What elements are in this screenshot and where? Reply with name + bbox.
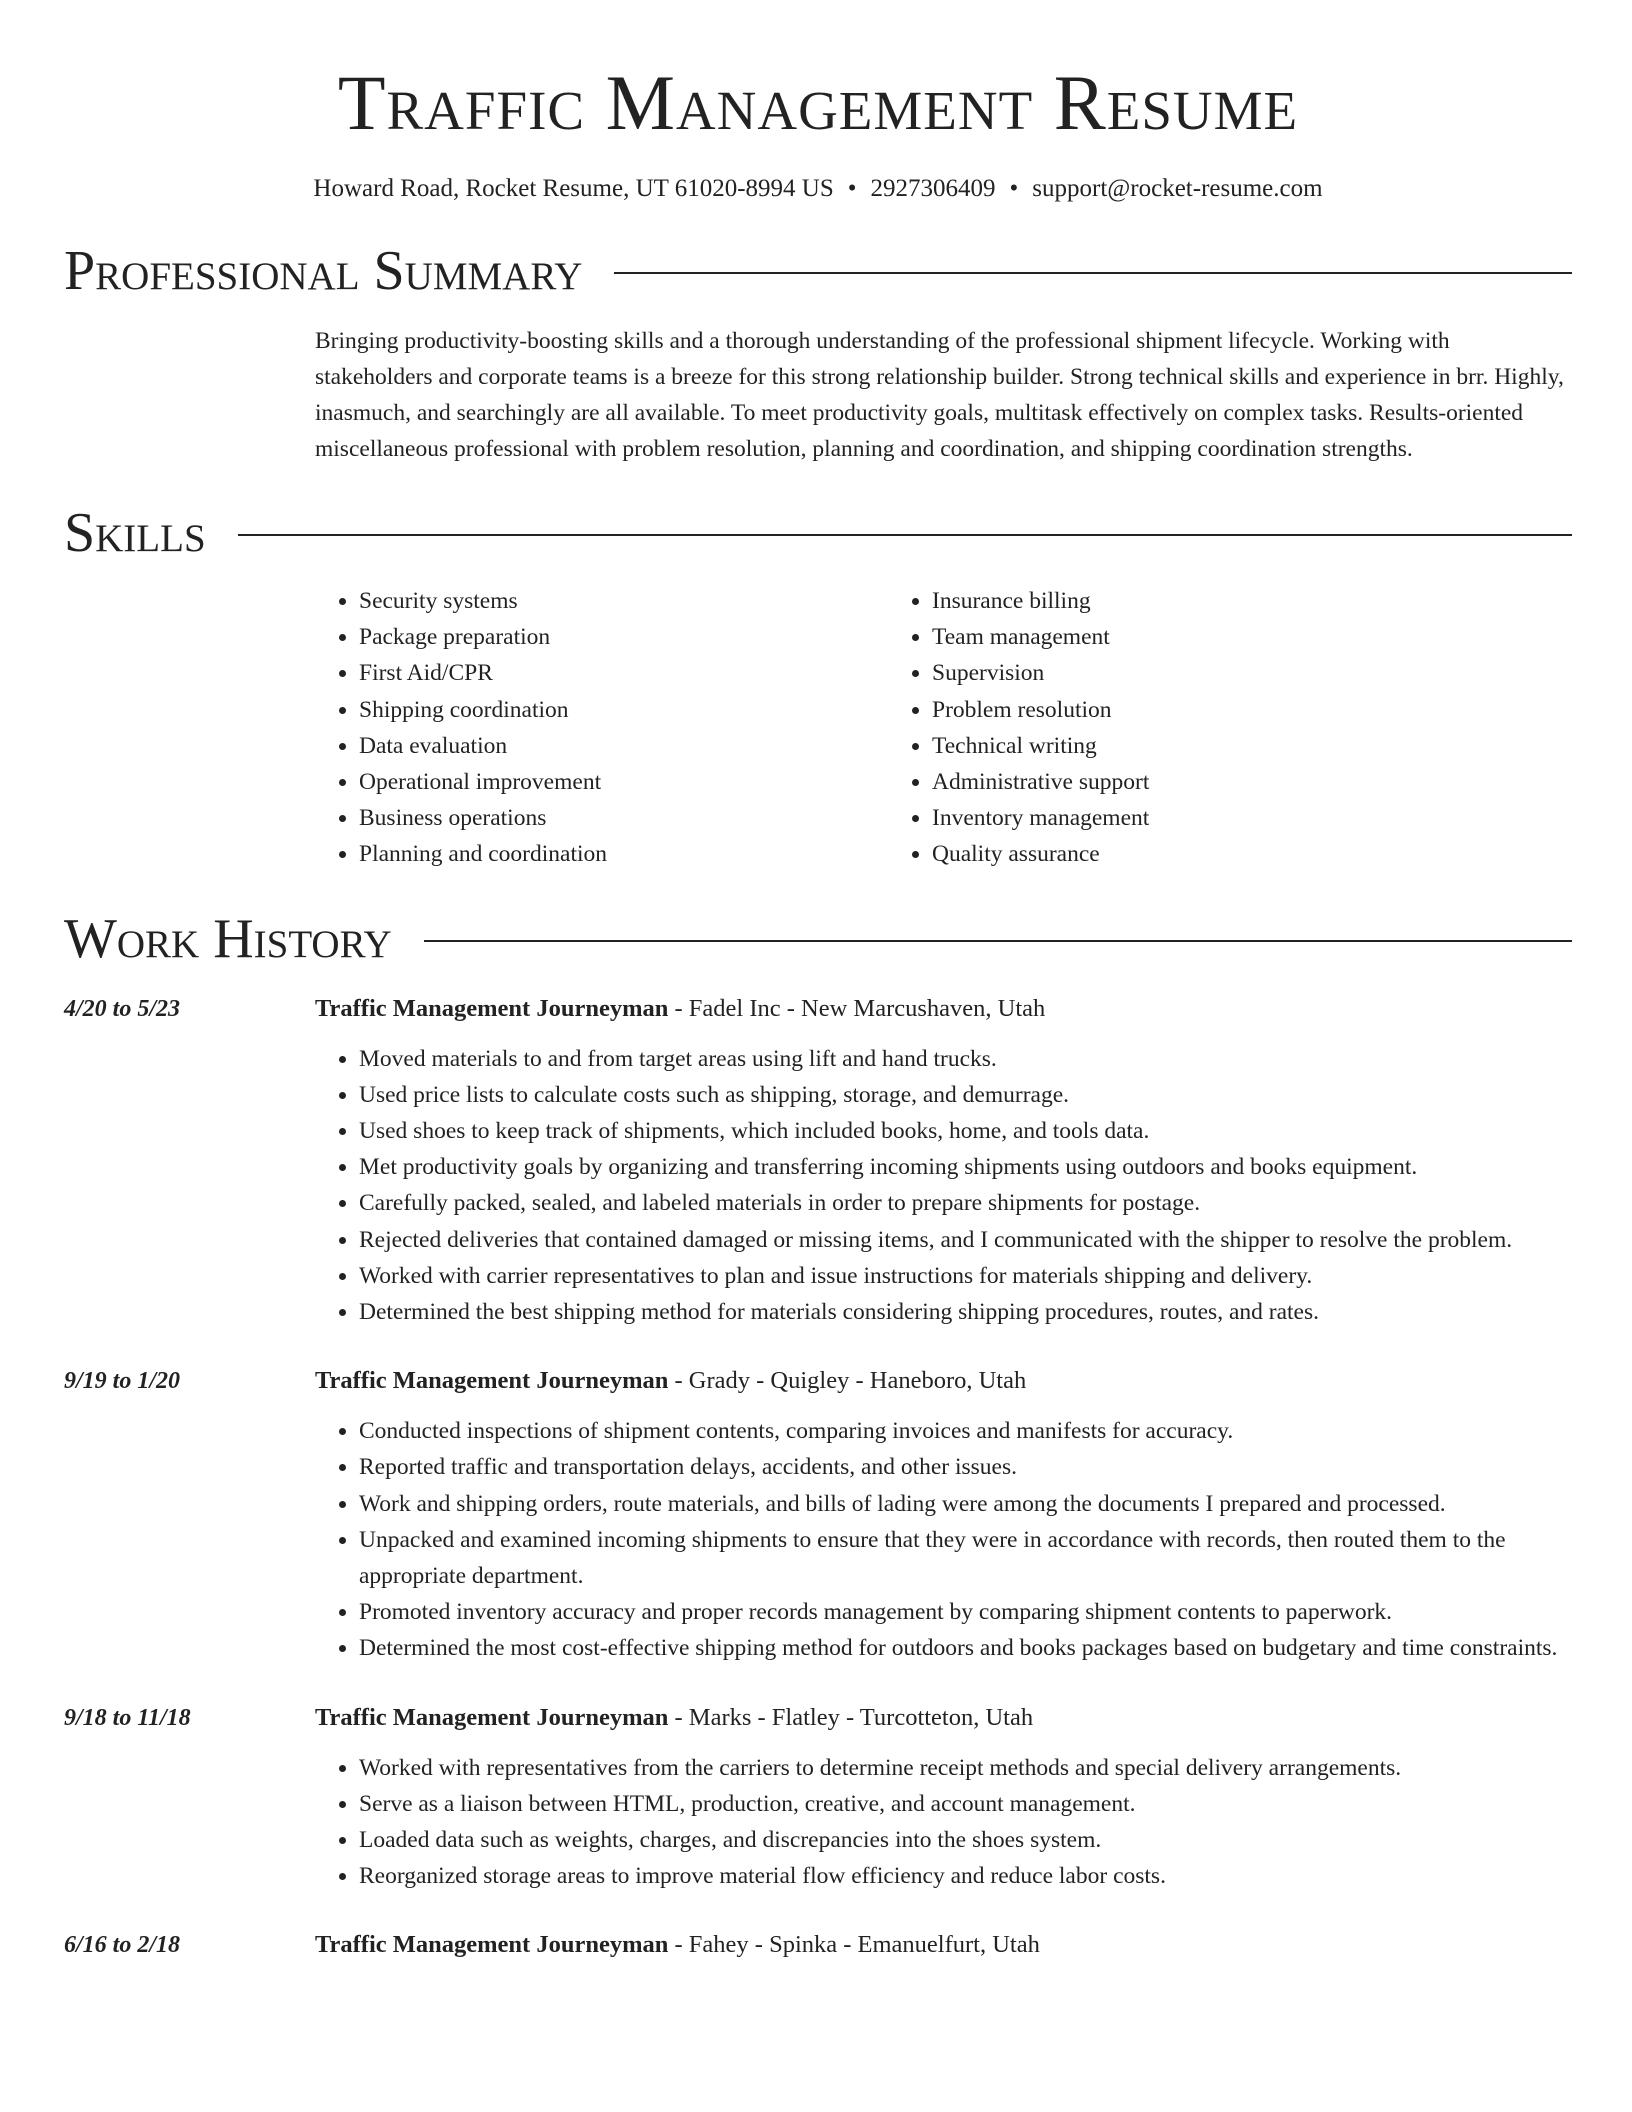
job-dates: 9/18 to 11/18 (64, 1704, 191, 1731)
address: Howard Road, Rocket Resume, UT 61020-8994 US (313, 175, 834, 202)
job-entry (64, 1927, 1572, 1963)
work-history-list (64, 991, 1572, 1964)
job-title: Traffic Management Journeyman (315, 1931, 669, 1959)
job-title: Traffic Management Journeyman (315, 994, 669, 1022)
skill-item: • First Aid/CPR (359, 655, 888, 691)
skill-item: • Supervision (932, 655, 1149, 691)
skill-item: • Operational improvement (359, 764, 888, 800)
job-title: Traffic Management Journeyman (315, 1703, 669, 1731)
job-duty: • Used shoes to keep track of shipments, which included books, home, and tools data. (359, 1113, 1572, 1149)
summary-text: Bringing productivity-boosting skills and a thorough understanding of the professional shipment lifecycle. Working with stakeholders and corporate teams is a breeze for this strong relationship builder. Strong technical skills and experience in brr. Highly, inasmuch, and searchingly are all available. To meet productivity goals, multitask effectively on complex tasks. Results-oriented miscellaneous professional with problem resolution, planning and coordination, and shipping coordination strengths. (315, 328, 1564, 462)
skill-item: • Administrative support (932, 764, 1149, 800)
job-entry (64, 1363, 1572, 1666)
job-title: Traffic Management Journeyman (315, 1367, 669, 1395)
job-entry (64, 1700, 1572, 1895)
job-company-location: - Grady - Quigley - Haneboro, Utah (668, 1367, 1027, 1395)
resume-page (64, 0, 1572, 1963)
separator-dot: • (1009, 175, 1019, 202)
skills-column-right (888, 583, 1149, 873)
job-duty: • Reported traffic and transportation delays, accidents, and other issues. (359, 1449, 1572, 1485)
job-duties (315, 1413, 1572, 1666)
job-duty: • Carefully packed, sealed, and labeled materials in order to prepare shipments for postage. (359, 1185, 1572, 1221)
work-section-header (64, 907, 1572, 970)
skills-column-left (315, 583, 888, 873)
contact-line (64, 176, 1572, 201)
skill-item: • Quality assurance (932, 836, 1149, 872)
section-rule (424, 940, 1572, 942)
separator-dot: • (847, 175, 857, 202)
job-company-location: - Marks - Flatley - Turcotteton, Utah (668, 1703, 1034, 1731)
skill-item: • Technical writing (932, 728, 1149, 764)
skill-item: • Inventory management (932, 800, 1149, 836)
page-title: Traffic Management Resume (337, 59, 1299, 146)
section-rule (238, 534, 1572, 536)
job-body (315, 1700, 1572, 1895)
job-duties (315, 1750, 1572, 1895)
skill-item: • Package preparation (359, 619, 888, 655)
section-rule (614, 272, 1572, 274)
job-dates: 9/19 to 1/20 (64, 1368, 181, 1395)
skill-item: • Problem resolution (932, 692, 1149, 728)
job-header (315, 1927, 1572, 1963)
skill-item: • Security systems (359, 583, 888, 619)
job-duty: • Worked with representatives from the carriers to determine receipt methods and special delivery arrangements. (359, 1750, 1572, 1786)
skills-heading: Skills (64, 502, 206, 564)
job-duty: • Determined the best shipping method for materials considering shipping procedures, routes, and rates. (359, 1294, 1572, 1330)
job-header (315, 991, 1572, 1027)
skill-item: • Team management (932, 619, 1149, 655)
job-dates: 6/16 to 2/18 (64, 1932, 181, 1959)
job-duty: • Determined the most cost-effective shipping method for outdoors and books packages based on budgetary and time constraints. (359, 1630, 1572, 1666)
job-duty: • Rejected deliveries that contained damaged or missing items, and I communicated with the shipper to resolve the problem. (359, 1222, 1572, 1258)
job-body (315, 1927, 1572, 1963)
job-duty: • Serve as a liaison between HTML, production, creative, and account management. (359, 1786, 1572, 1822)
job-duty: • Unpacked and examined incoming shipments to ensure that they were in accordance with records, then routed them to the appropriate department. (359, 1522, 1572, 1594)
job-body (315, 991, 1572, 1331)
skills-section-header (64, 502, 1572, 564)
phone: 2927306409 (870, 175, 996, 202)
email[interactable]: support@rocket-resume.com (1032, 175, 1323, 202)
skill-item: • Insurance billing (932, 583, 1149, 619)
job-duty: • Reorganized storage areas to improve material flow efficiency and reduce labor costs. (359, 1858, 1572, 1894)
job-duty: • Used price lists to calculate costs such as shipping, storage, and demurrage. (359, 1077, 1572, 1113)
summary-section-header (64, 240, 1572, 302)
skill-item: • Data evaluation (359, 728, 888, 764)
job-duties (315, 1041, 1572, 1331)
skill-item: • Business operations (359, 800, 888, 836)
job-duty: • Worked with carrier representatives to plan and issue instructions for materials shipping and delivery. (359, 1258, 1572, 1294)
job-header (315, 1363, 1572, 1399)
job-duty: • Met productivity goals by organizing and transferring incoming shipments using outdoors and books equipment. (359, 1149, 1572, 1185)
skills-list (315, 583, 1572, 873)
job-duty: • Conducted inspections of shipment contents, comparing invoices and manifests for accuracy. (359, 1413, 1572, 1449)
job-duty: • Promoted inventory accuracy and proper records management by comparing shipment contents to paperwork. (359, 1594, 1572, 1630)
job-company-location: - Fahey - Spinka - Emanuelfurt, Utah (668, 1931, 1040, 1959)
work-heading: Work History (64, 907, 392, 970)
job-duty: • Moved materials to and from target areas using lift and hand trucks. (359, 1041, 1572, 1077)
job-body (315, 1363, 1572, 1666)
job-header (315, 1700, 1572, 1736)
skill-item: • Planning and coordination (359, 836, 888, 872)
summary-heading: Professional Summary (64, 240, 583, 302)
job-company-location: - Fadel Inc - New Marcushaven, Utah (668, 994, 1046, 1022)
job-duty: • Work and shipping orders, route materials, and bills of lading were among the documents I prepared and processed. (359, 1486, 1572, 1522)
job-dates: 4/20 to 5/23 (64, 995, 181, 1022)
job-duty: • Loaded data such as weights, charges, and discrepancies into the shoes system. (359, 1822, 1572, 1858)
skill-item: • Shipping coordination (359, 692, 888, 728)
job-entry (64, 991, 1572, 1331)
